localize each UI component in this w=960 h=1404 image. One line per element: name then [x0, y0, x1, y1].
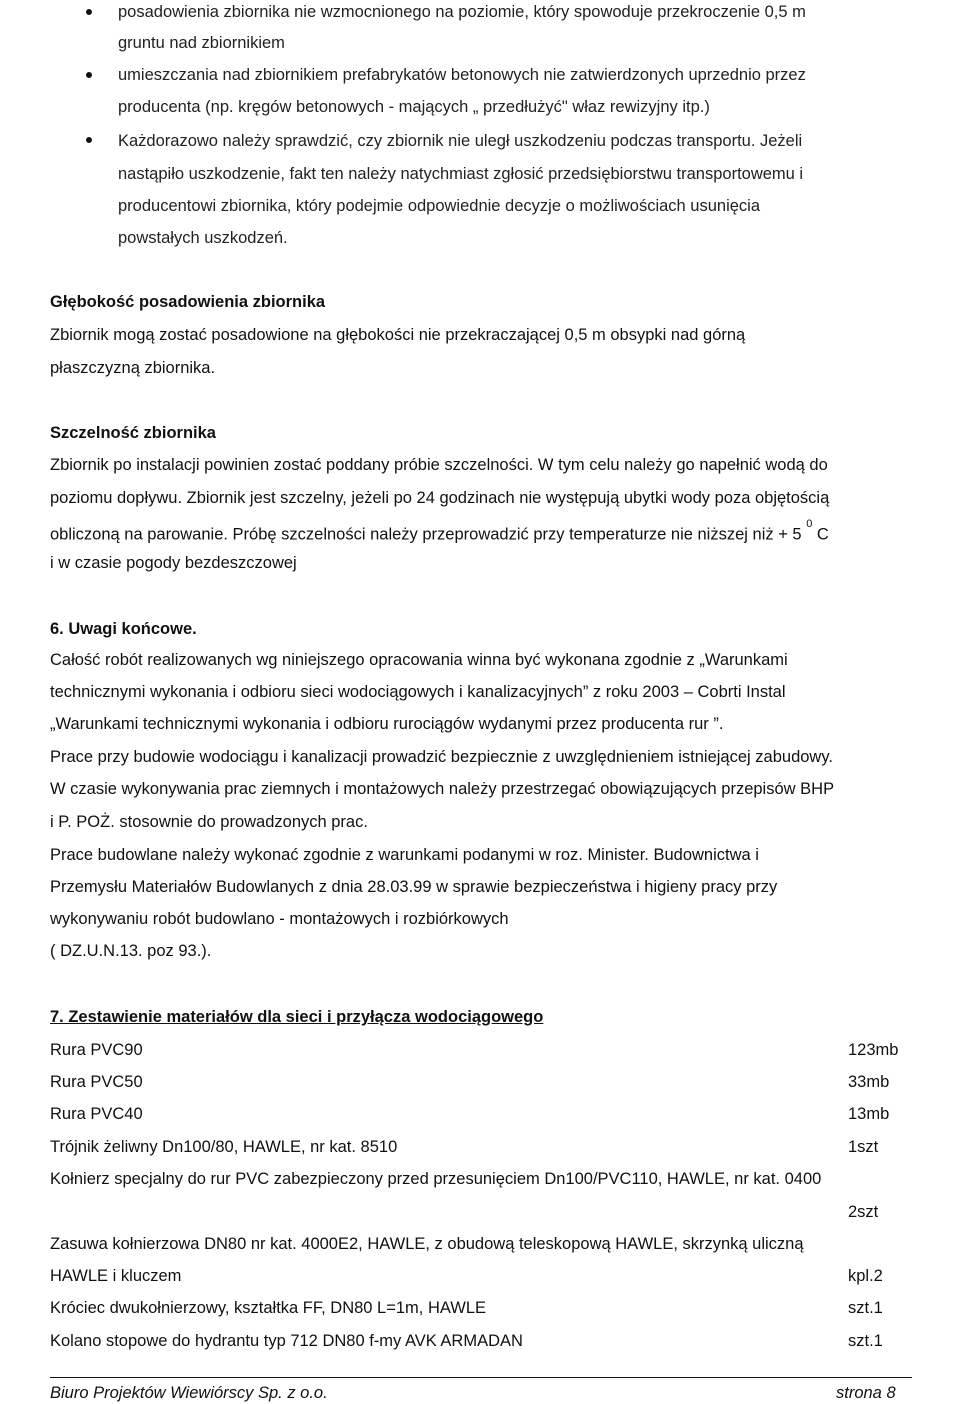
tightness-line-4: i w czasie pogody bezdeszczowej — [50, 554, 297, 572]
bullet-icon — [86, 72, 92, 78]
material-item-6-qty: kpl.2 — [848, 1267, 883, 1285]
section-6-line-2: technicznymi wykonania i odbioru sieci wodociągowych i kanalizacyjnych” z roku 2003 – Cobrti Instal — [50, 683, 786, 701]
tightness-heading: Szczelność zbiornika — [50, 424, 216, 442]
section-6-line-9: wykonywaniu robót budowlano - montażowych i rozbiórkowych — [50, 910, 509, 928]
degree-superscript: 0 — [806, 518, 813, 530]
bullet-1-line-1: posadowienia zbiornika nie wzmocnionego na poziomie, który spowoduje przekroczenie 0,5 m — [118, 3, 806, 21]
section-7-heading-text: 7. Zestawienie materiałów dla sieci i przyłącza wodociągowego — [50, 1008, 544, 1026]
section-6-line-4: Prace przy budowie wodociągu i kanalizacji prowadzić bezpiecznie z uwzględnieniem istniejącej zabudowy. — [50, 748, 833, 766]
tightness-line-3-text: obliczoną na parowanie. Próbę szczelności należy przeprowadzić przy temperaturze nie niższej niż + 5 — [50, 525, 802, 544]
bullet-3-line-3: producentowi zbiornika, który podejmie odpowiednie decyzje o możliwościach usunięcia — [118, 197, 761, 215]
depth-line-1: Zbiornik mogą zostać posadowione na głębokości nie przekraczającej 0,5 m obsypki nad górną — [50, 326, 746, 344]
bullet-icon — [86, 137, 92, 143]
bullet-3-line-4: powstałych uszkodzeń. — [118, 229, 288, 247]
bullet-2-line-2: producenta (np. kręgów betonowych - mających „ przedłużyć" właz rewizyjny itp.) — [118, 98, 710, 116]
material-item-7-qty: szt.1 — [848, 1299, 883, 1317]
material-item-1-qty: 123mb — [848, 1041, 899, 1059]
material-item-3-name: Rura PVC40 — [50, 1105, 143, 1123]
bullet-3-line-2: nastąpiło uszkodzenie, fakt ten należy natychmiast zgłosić przedsiębiorstwu transportowemu i — [118, 165, 804, 183]
bullet-3-line-1: Każdorazowo należy sprawdzić, czy zbiornik nie uległ uszkodzeniu podczas transportu. Jeżeli — [118, 132, 803, 150]
section-6-line-6: i P. POŻ. stosownie do prowadzonych prac. — [50, 813, 368, 831]
depth-line-2: płaszczyzną zbiornika. — [50, 359, 216, 377]
bullet-1-line-2: gruntu nad zbiornikiem — [118, 34, 285, 52]
footer-page-number: strona 8 — [836, 1384, 896, 1402]
material-item-1-name: Rura PVC90 — [50, 1041, 143, 1059]
footer-company: Biuro Projektów Wiewiórscy Sp. z o.o. — [50, 1384, 328, 1402]
temperature-unit: C — [816, 525, 829, 544]
section-6-line-1: Całość robót realizowanych wg niniejszego opracowania winna być wykonana zgodnie z „Warunkami — [50, 651, 788, 669]
material-item-2-name: Rura PVC50 — [50, 1073, 143, 1091]
material-item-6-name: Zasuwa kołnierzowa DN80 nr kat. 4000E2, HAWLE, z obudową teleskopową HAWLE, skrzynką uliczną — [50, 1235, 804, 1253]
section-6-line-10: ( DZ.U.N.13. poz 93.). — [50, 942, 212, 960]
section-6-heading: 6. Uwagi końcowe. — [50, 620, 197, 638]
tightness-line-1: Zbiornik po instalacji powinien zostać poddany próbie szczelności. W tym celu należy go napełnić wodą do — [50, 456, 828, 474]
material-item-8-name: Kolano stopowe do hydrantu typ 712 DN80 f-my AVK ARMADAN — [50, 1332, 523, 1350]
material-item-5-name: Kołnierz specjalny do rur PVC zabezpieczony przed przesunięciem Dn100/PVC110, HAWLE, nr kat. 0400 — [50, 1170, 822, 1188]
material-item-6-name-cont: HAWLE i kluczem — [50, 1267, 182, 1285]
tightness-line-2: poziomu dopływu. Zbiornik jest szczelny, jeżeli po 24 godzinach nie występują ubytki wody poza objętością — [50, 489, 830, 507]
section-6-line-7: Prace budowlane należy wykonać zgodnie z warunkami podanymi w roz. Minister. Budownictwa i — [50, 846, 759, 864]
section-6-line-3: „Warunkami technicznymi wykonania i odbioru rurociągów wydanymi przez producenta rur ”. — [50, 715, 724, 733]
bullet-2-line-1: umieszczania nad zbiornikiem prefabrykatów betonowych nie zatwierdzonych uprzednio przez — [118, 66, 806, 84]
footer-rule — [50, 1377, 912, 1378]
bullet-icon — [86, 9, 92, 15]
material-item-4-name: Trójnik żeliwny Dn100/80, HAWLE, nr kat. 8510 — [50, 1138, 398, 1156]
depth-heading: Głębokość posadowienia zbiornika — [50, 293, 326, 311]
tightness-line-3 — [50, 520, 829, 545]
section-6-line-8: Przemysłu Materiałów Budowlanych z dnia 28.03.99 w sprawie bezpieczeństwa i higieny pracy przy — [50, 878, 778, 896]
material-item-7-name: Króciec dwukołnierzowy, kształtka FF, DN80 L=1m, HAWLE — [50, 1299, 487, 1317]
material-item-3-qty: 13mb — [848, 1105, 890, 1123]
material-item-2-qty: 33mb — [848, 1073, 890, 1091]
section-7-heading — [50, 1007, 543, 1027]
material-item-4-qty: 1szt — [848, 1138, 879, 1156]
material-item-5-qty: 2szt — [848, 1203, 879, 1221]
section-6-line-5: W czasie wykonywania prac ziemnych i montażowych należy przestrzegać obowiązujących przepisów BHP — [50, 780, 835, 798]
material-item-8-qty: szt.1 — [848, 1332, 883, 1350]
